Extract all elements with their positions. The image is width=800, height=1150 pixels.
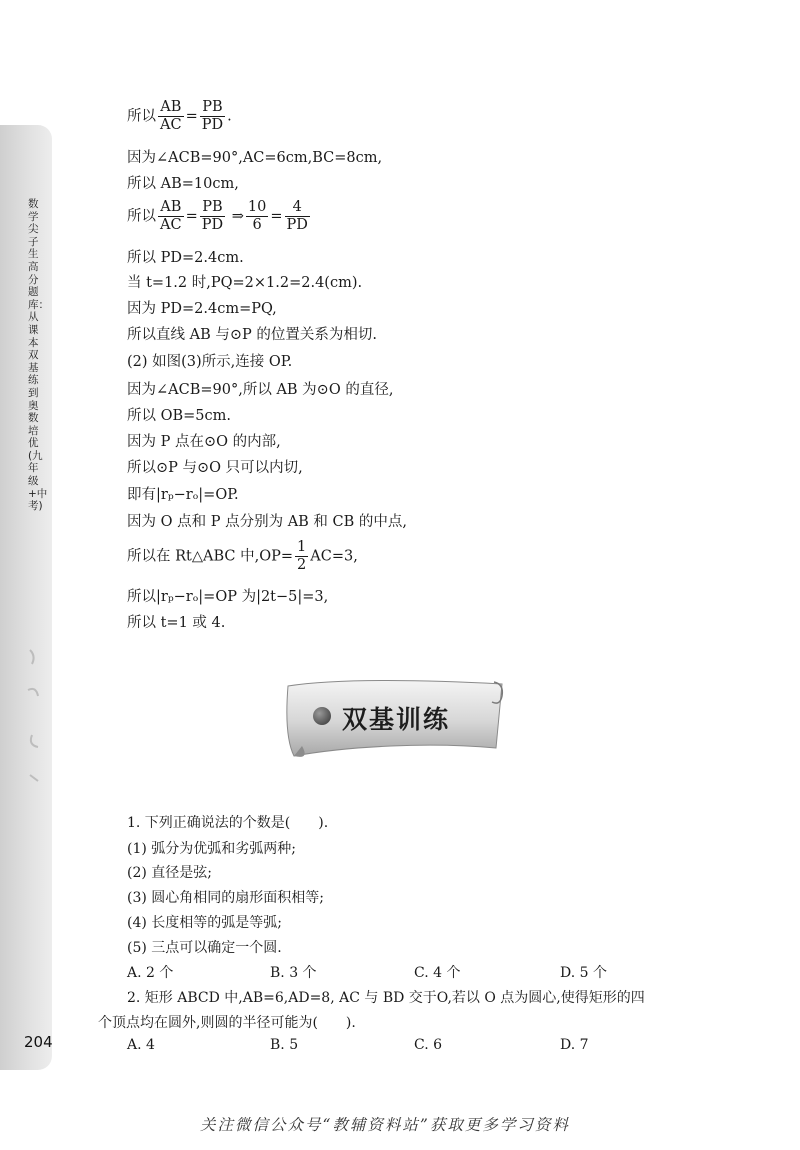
page-number: 204: [24, 1033, 53, 1051]
solution-line-6: 当 t=1.2 时,PQ=2×1.2=2.4(cm).: [127, 275, 363, 291]
question-1: 1. 下列正确说法的个数是( ).: [127, 815, 329, 831]
q2-option-a: A. 4: [127, 1037, 155, 1053]
solution-line-11: 所以 OB=5cm.: [127, 408, 232, 424]
solution-line-9: (2) 如图(3)所示,连接 OP.: [127, 354, 293, 370]
q1-option-c: C. 4 个: [414, 965, 461, 981]
q1-option-d: D. 5 个: [560, 965, 607, 981]
question-2-line-2: 个顶点均在圆外,则圆的半径可能为( ).: [98, 1015, 356, 1031]
q1-option-b: B. 3 个: [270, 965, 317, 981]
fraction-pb-pd: $\frac{PB}{PD}$: [201, 99, 224, 133]
solution-line-3: 所以 AB=10cm,: [127, 176, 239, 192]
q1-option-a: A. 2 个: [127, 965, 174, 981]
solution-line-5: 所以 PD=2.4cm.: [127, 250, 244, 266]
statement-5: (5) 三点可以确定一个圆.: [127, 940, 282, 956]
solution-line-4: 所以 $\frac{AB}{AC}$ = $\frac{PB}{PD}$ ⇒ $\frac{10}{6}$ = $\frac{4}{PD}$: [127, 199, 308, 233]
q2-option-c: C. 6: [414, 1037, 443, 1053]
solution-line-13: 所以⊙P 与⊙O 只可以内切,: [127, 460, 303, 476]
solution-line-18: 所以 t=1 或 4.: [127, 615, 226, 631]
solution-line-14: 即有|rₚ−rₒ|=OP.: [127, 487, 239, 503]
solution-line-2: 因为∠ACB=90°,AC=6cm,BC=8cm,: [127, 150, 383, 166]
side-tab: [0, 125, 52, 1070]
solution-line-12: 因为 P 点在⊙O 的内部,: [127, 434, 281, 450]
statement-3: (3) 圆心角相同的扇形面积相等;: [127, 890, 324, 906]
solution-line-17: 所以|rₚ−rₒ|=OP 为|2t−5|=3,: [127, 589, 329, 605]
statement-2: (2) 直径是弦;: [127, 865, 212, 881]
decorative-doodle: [22, 640, 52, 800]
q2-option-d: D. 7: [560, 1037, 589, 1053]
book-title-vertical: 数学尖子生高分题库：从课本双基练到奥数培优(九年级+中考): [28, 198, 49, 513]
solution-line-8: 所以直线 AB 与⊙P 的位置关系为相切.: [127, 327, 377, 343]
solution-line-15: 因为 O 点和 P 点分别为 AB 和 CB 的中点,: [127, 514, 408, 530]
footer-watermark: 关注微信公众号“教辅资料站”获取更多学习资料: [200, 1116, 570, 1134]
fraction-ab-ac: $\frac{AB}{AC}$: [160, 99, 182, 133]
solution-line-7: 因为 PD=2.4cm=PQ,: [127, 301, 277, 317]
statement-1: (1) 弧分为优弧和劣弧两种;: [127, 841, 296, 857]
q2-option-b: B. 5: [270, 1037, 299, 1053]
statement-4: (4) 长度相等的弧是等弧;: [127, 915, 282, 931]
solution-line-10: 因为∠ACB=90°,所以 AB 为⊙O 的直径,: [127, 382, 394, 398]
section-title: 双基训练: [342, 705, 451, 734]
solution-line-16: 所以在 Rt△ABC 中,OP= $\frac{1}{2}$ AC=3,: [127, 539, 358, 573]
solution-line-1: 所以 $\frac{AB}{AC}$ = $\frac{PB}{PD}$ .: [127, 99, 232, 133]
question-2-line-1: 2. 矩形 ABCD 中,AB=6,AD=8, AC 与 BD 交于O,若以 O 点为圆心,使得矩形的四: [127, 990, 645, 1006]
